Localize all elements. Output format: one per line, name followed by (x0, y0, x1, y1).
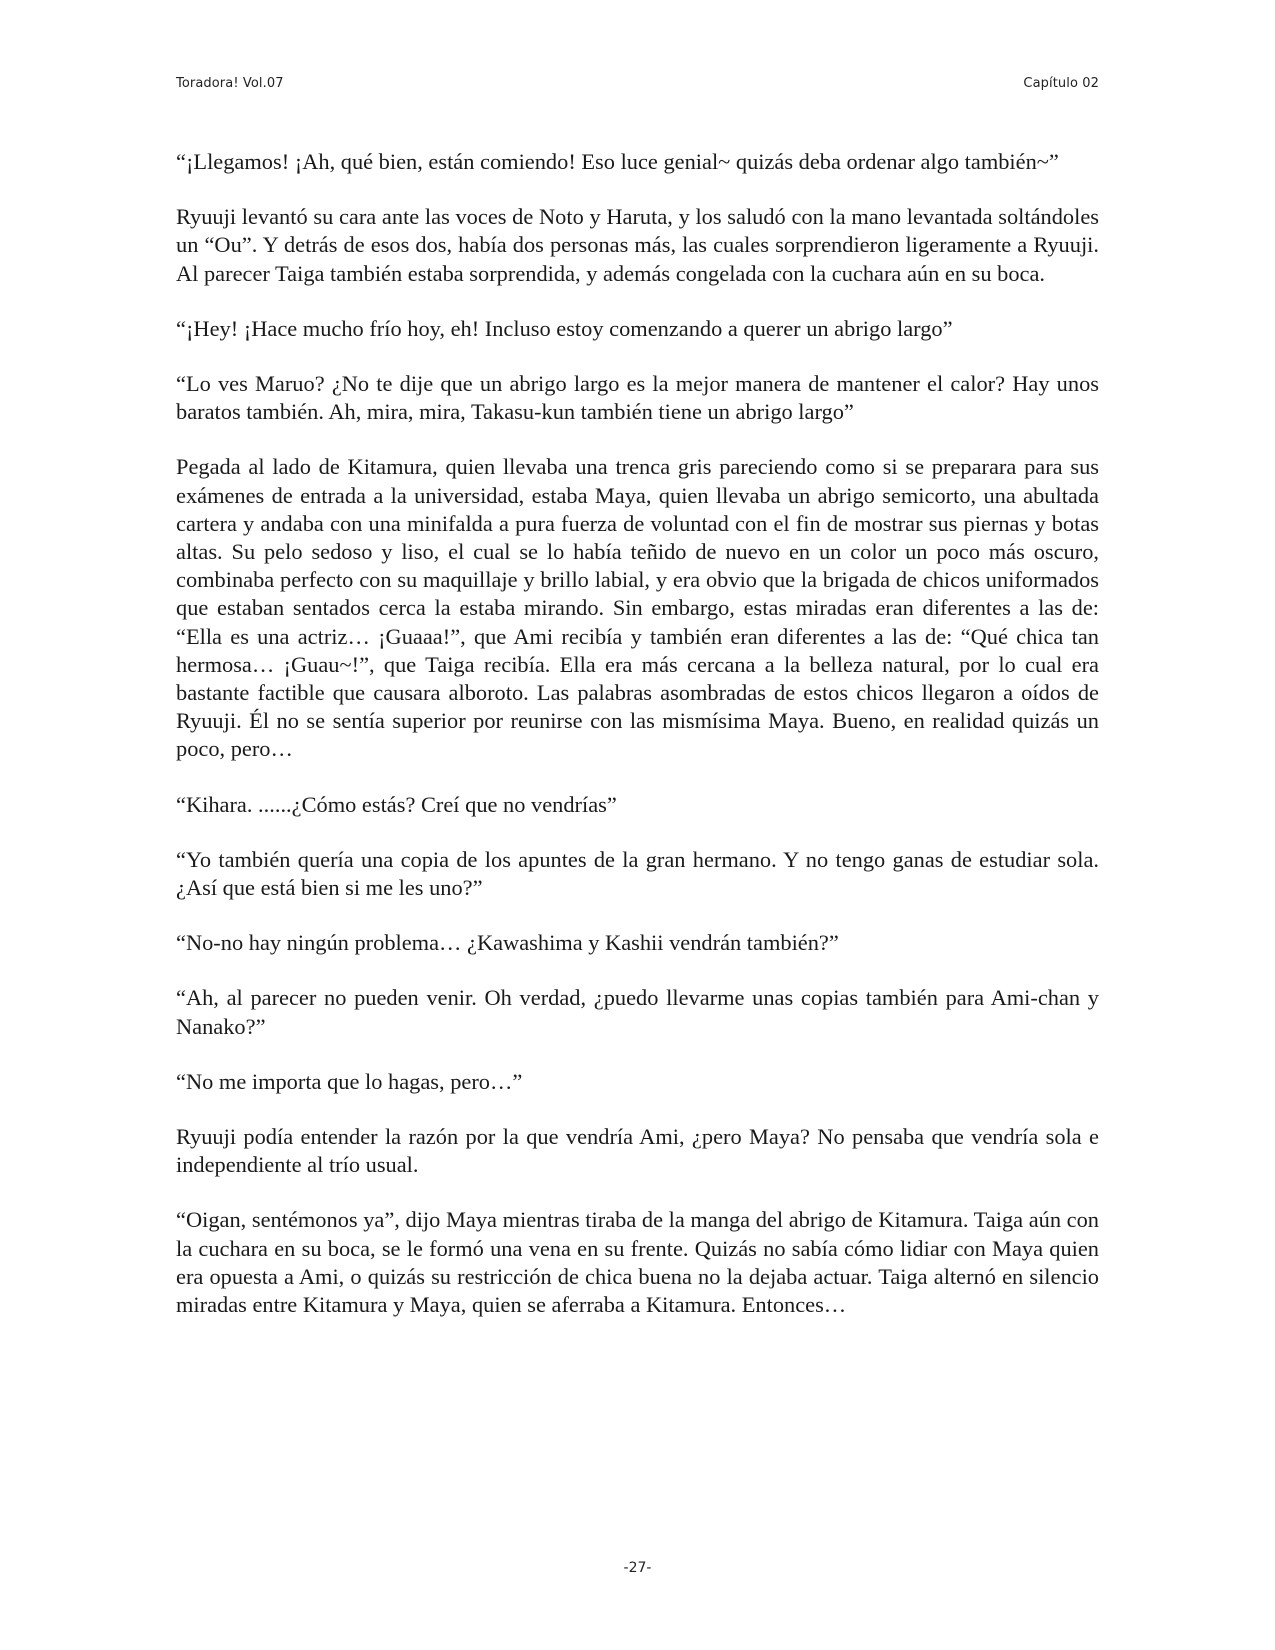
paragraph: “Kihara. ......¿Cómo estás? Creí que no vendrías” (176, 791, 617, 817)
paragraph: “¡Hey! ¡Hace mucho frío hoy, eh! Incluso estoy comenzando a querer un abrigo largo” (176, 315, 953, 341)
body-text (176, 148, 1099, 1346)
header-chapter-title: Capítulo 02 (1023, 76, 1099, 91)
page-number: -27- (623, 1560, 652, 1576)
running-header (176, 76, 1099, 91)
paragraph: Ryuuji podía entender la razón por la que vendría Ami, ¿pero Maya? No pensaba que vendría sola e independiente al trío usual. (176, 1124, 1099, 1178)
paragraph: “No-no hay ningún problema… ¿Kawashima y Kashii vendrán también?” (176, 930, 839, 956)
paragraph: Pegada al lado de Kitamura, quien llevaba una trenca gris pareciendo como si se preparara para sus exámenes de entrada a la universidad, estaba Maya, quien llevaba un abrigo semicorto, una abultada cartera y andaba con una minifalda a pura fuerza de voluntad con el fin de mostrar sus piernas y botas altas. Su pelo sedoso y liso, el cual se lo había teñido de nuevo en un color un poco más oscuro, combinaba perfecto con su maquillaje y brillo labial, y era obvio que la brigada de chicos uniformados que estaban sentados cerca la estaba mirando. Sin embargo, estas miradas eran diferentes a las de: “Ella es una actriz… ¡Guaaa!”, que Ami recibía y también eran diferentes a las de: “Qué chica tan hermosa… ¡Guau~!”, que Taiga recibía. Ella era más cercana a la belleza natural, por lo cual era bastante factible que causara alboroto. Las palabras asombradas de estos chicos llegaron a oídos de Ryuuji. Él no se sentía superior por reunirse con las mismísima Maya. Bueno, en realidad quizás un poco, pero… (176, 454, 1099, 762)
paragraph: “No me importa que lo hagas, pero…” (176, 1068, 523, 1094)
header-book-title: Toradora! Vol.07 (176, 76, 284, 91)
paragraph: Ryuuji levantó su cara ante las voces de Noto y Haruta, y los saludó con la mano levantada soltándoles un “Ou”. Y detrás de esos dos, había dos personas más, las cuales sorprendieron ligeramente a Ryuuji. Al parecer Taiga también estaba sorprendida, y además congelada con la cuchara aún en su boca. (176, 204, 1099, 286)
paragraph: “Oigan, sentémonos ya”, dijo Maya mientras tiraba de la manga del abrigo de Kitamura. Taiga aún con la cuchara en su boca, se le formó una vena en su frente. Quizás no sabía cómo lidiar con Maya quien era opuesta a Ami, o quizás su restricción de chica buena no la dejaba actuar. Taiga alternó en silencio miradas entre Kitamura y Maya, quien se aferraba a Kitamura. Entonces… (176, 1207, 1099, 1318)
paragraph: “Ah, al parecer no pueden venir. Oh verdad, ¿puedo llevarme unas copias también para Ami-chan y Nanako?” (176, 985, 1099, 1039)
paragraph: “Yo también quería una copia de los apuntes de la gran hermano. Y no tengo ganas de estudiar sola. ¿Así que está bien si me les uno?” (176, 846, 1099, 901)
paragraph: “Lo ves Maruo? ¿No te dije que un abrigo largo es la mejor manera de mantener el calor? Hay unos baratos también. Ah, mira, mira, Takasu-kun también tiene un abrigo largo” (176, 371, 1099, 425)
paragraph: “¡Llegamos! ¡Ah, qué bien, están comiendo! Eso luce genial~ quizás deba ordenar algo también~” (176, 149, 1059, 174)
